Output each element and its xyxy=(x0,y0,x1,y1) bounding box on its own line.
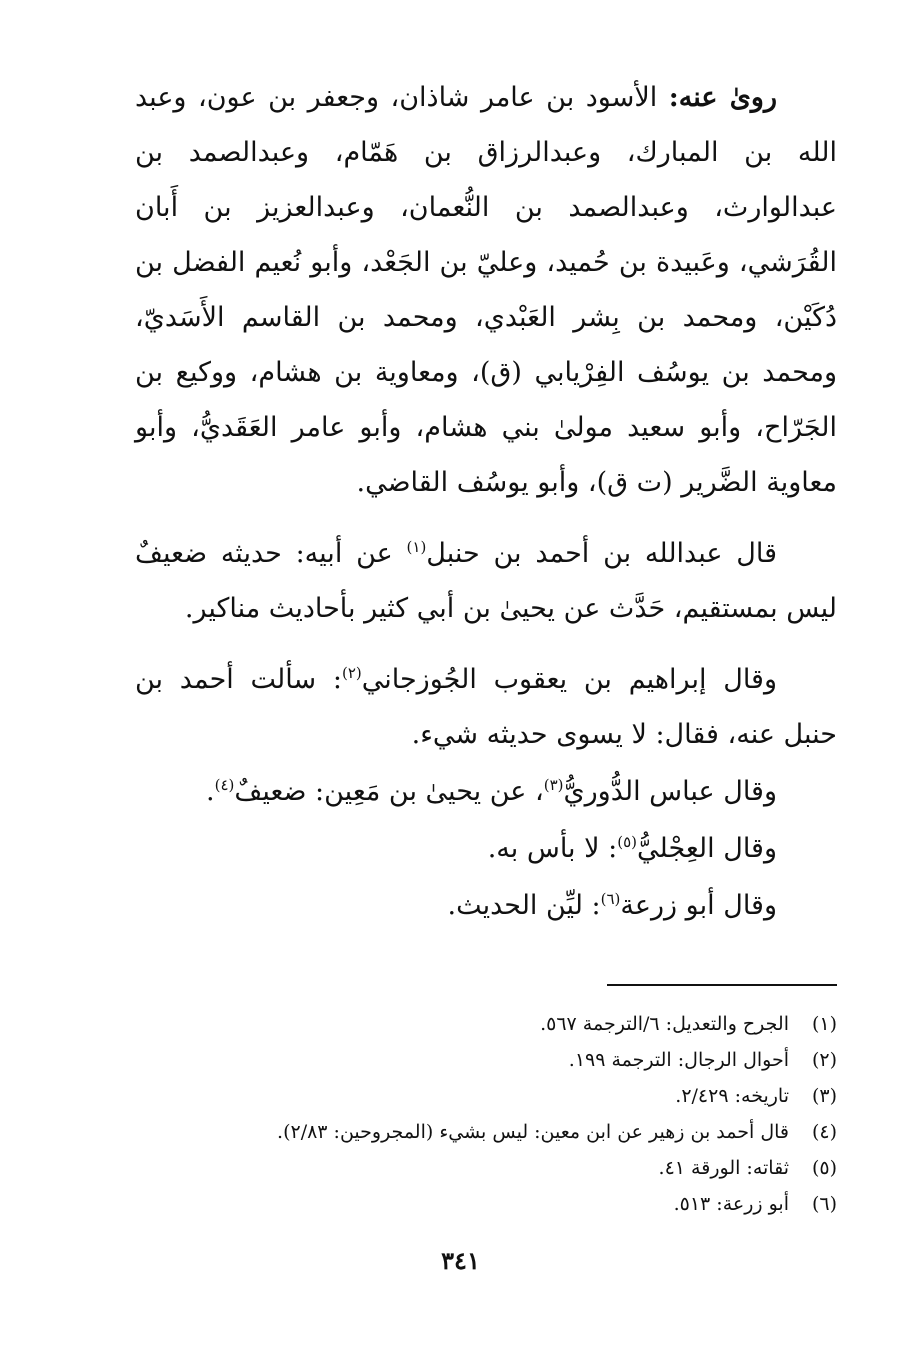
narrators-paragraph xyxy=(135,70,837,510)
quote-abdullah-text: عن أبيه: حديثه ضعيفٌ ليس بمستقيم، حَدَّث عن يحيىٰ بن أبي كثير بأحاديث مناكير. xyxy=(135,538,837,624)
quote-ijli xyxy=(135,821,837,876)
quote-ijli-intro: وقال العِجْليُّ xyxy=(637,833,777,864)
narrators-list: الأسود بن عامر شاذان، وجعفر بن عون، وعبد الله بن المبارك، وعبدالرزاق بن هَمّام، وعبدالصمد بن عبدالوارث، وعبدالصمد بن النُّعمان، وعبدالعزيز بن أَبان القُرَشي، وعَبيدة بن حُميد، وعليّ بن الجَعْد، وأبو نُعيم الفضل بن دُكَيْن، ومحمد بن بِشر العَبْدي، ومحمد بن القاسم الأَسَديّ، ومحمد بن يوسُف الفِرْيابي (ق)، ومعاوية بن هشام، ووكيع بن الجَرّاح، وأبو سعيد مولىٰ بني هشام، وأبو عامر العَقَديُّ، وأبو معاوية الضَّرير (ت ق)، وأبو يوسُف القاضي. xyxy=(135,82,837,498)
main-text xyxy=(135,70,837,933)
page-number: ٣٤١ xyxy=(441,1246,480,1275)
footnotes-list xyxy=(135,1006,837,1222)
quote-duri-intro: وقال عباس الدُّوريُّ xyxy=(563,776,777,807)
quote-duri xyxy=(135,764,837,819)
footnote-item xyxy=(135,1150,837,1186)
footnote-ref-3: (٣) xyxy=(543,776,564,794)
footnote-number: (٥) xyxy=(811,1157,837,1179)
footnote-text: قال أحمد بن زهير عن ابن معين: ليس بشيء (المجروحين: ٢/٨٣). xyxy=(277,1121,789,1143)
footnote-ref-2: (٢) xyxy=(341,664,362,682)
quote-juzjani-intro: وقال إبراهيم بن يعقوب الجُوزجاني xyxy=(361,664,777,695)
footnote-item xyxy=(135,1114,837,1150)
footnote-text: أحوال الرجال: الترجمة ١٩٩. xyxy=(568,1049,789,1071)
quote-ijli-text: : لا بأس به. xyxy=(487,833,618,864)
footnote-text: ثقاته: الورقة ٤١. xyxy=(658,1157,789,1179)
footnote-item xyxy=(135,1186,837,1222)
footnote-number: (٦) xyxy=(811,1193,837,1215)
footnote-item xyxy=(135,1078,837,1114)
footnote-item xyxy=(135,1042,837,1078)
quote-abu-zura-text: : ليِّن الحديث. xyxy=(447,890,601,921)
narrators-lead: روىٰ عنه: xyxy=(668,82,777,113)
quote-juzjani-text: : سألت أحمد بن حنبل عنه، فقال: لا يسوى حديثه شيء. xyxy=(135,664,837,750)
footnote-number: (٤) xyxy=(811,1121,837,1143)
quote-juzjani xyxy=(135,652,837,762)
quote-duri-end: . xyxy=(206,776,215,807)
footnote-text: الجرح والتعديل: ٦/الترجمة ٥٦٧. xyxy=(540,1013,789,1035)
footnote-ref-4: (٤) xyxy=(214,776,235,794)
footnote-number: (٣) xyxy=(811,1085,837,1107)
quote-abdullah xyxy=(135,526,837,636)
quote-duri-text: ، عن يحيىٰ بن مَعِين: ضعيفٌ xyxy=(234,776,544,807)
quote-abdullah-intro: قال عبدالله بن أحمد بن حنبل xyxy=(426,538,777,569)
footnote-item xyxy=(135,1006,837,1042)
footnote-ref-5: (٥) xyxy=(617,833,637,851)
footnote-number: (٢) xyxy=(811,1049,837,1071)
footnote-text: تاريخه: ٢/٤٢٩. xyxy=(675,1085,789,1107)
footnote-ref-6: (٦) xyxy=(600,890,621,908)
footnote-divider xyxy=(607,984,837,986)
quote-abu-zura-intro: وقال أبو زرعة xyxy=(620,890,777,921)
footnote-number: (١) xyxy=(811,1013,837,1035)
footnote-ref-1: (١) xyxy=(406,538,427,556)
footnote-text: أبو زرعة: ٥١٣. xyxy=(673,1193,789,1215)
quote-abu-zura xyxy=(135,878,837,933)
